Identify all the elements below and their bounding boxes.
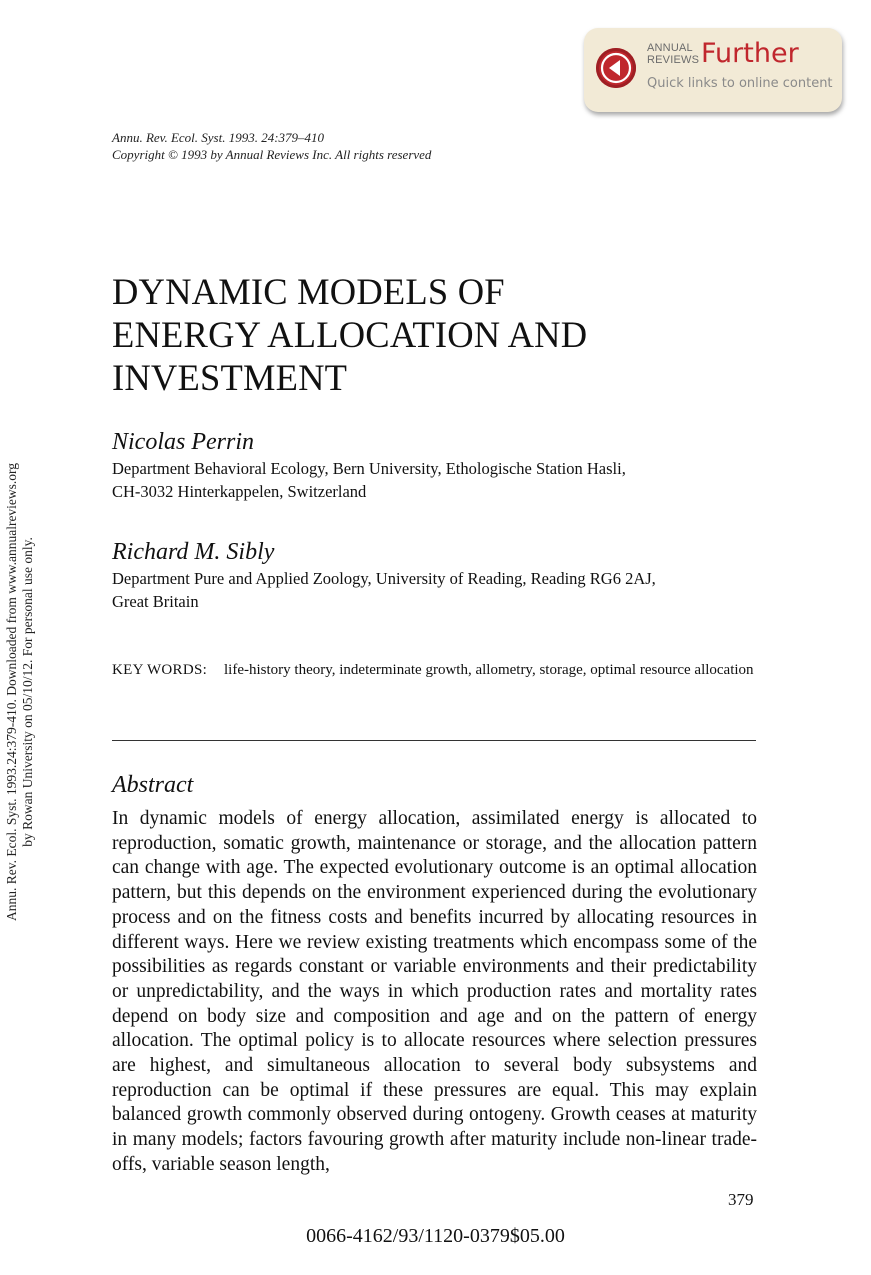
further-badge[interactable] <box>584 28 842 112</box>
badge-reviews-label: REVIEWS <box>647 54 700 66</box>
badge-tagline: Quick links to online content <box>647 76 833 91</box>
keywords-text: life-history theory, indeterminate growth, allometry, storage, optimal resource allocation <box>224 662 754 678</box>
watermark-line-2: by Rowan University on 05/10/12. For personal use only. <box>20 537 35 847</box>
title-line-1: DYNAMIC MODELS OF <box>112 271 505 312</box>
download-watermark <box>4 463 36 921</box>
title-line-2: ENERGY ALLOCATION AND <box>112 314 588 355</box>
author-affiliation-line-2: CH-3032 Hinterkappelen, Switzerland <box>112 482 367 501</box>
author-block <box>112 427 626 503</box>
author-affiliation-line-1: Department Behavioral Ecology, Bern University, Ethologische Station Hasli, <box>112 459 626 478</box>
author-affiliation-line-2: Great Britain <box>112 592 199 611</box>
author-name: Nicolas Perrin <box>112 429 254 455</box>
page-number: 379 <box>728 1190 754 1209</box>
watermark-line-1: Annu. Rev. Ecol. Syst. 1993.24:379-410. Downloaded from www.annualreviews.org <box>4 462 19 921</box>
abstract-text: In dynamic models of energy allocation, assimilated energy is allocated to reproduction, somatic growth, maintenance or storage, and the allocation pattern can change with age. The expected evolutionary outcome is an optimal allocation pattern, but this depends on the environment experienced during the evolutionary process and on the fitness costs and benefits incurred by allocating resources in different ways. Here we review existing treatments which encompass some of the possibilities as regards constant or variable environments and their predictability or unpredictability, and the ways in which production rates and mortality rates depend on body size and composition and age and on the pattern of energy allocation. The optimal policy is to allocate resources where selection pressures are highest, and simultaneous allocation to several body subsystems and reproduction can be optimal if these pressures are equal. This may explain balanced growth commonly observed during ontogeny. Growth ceases at maturity in many models; factors favouring growth after maturity include non-linear trade-offs, variable season length, <box>112 808 757 1175</box>
section-divider <box>112 740 756 741</box>
badge-brand: Further <box>701 38 799 69</box>
keywords-label: KEY WORDS: <box>112 662 208 678</box>
journal-citation: Annu. Rev. Ecol. Syst. 1993. 24:379–410 <box>112 130 325 145</box>
author-name: Richard M. Sibly <box>112 539 275 565</box>
play-back-icon <box>596 48 636 88</box>
abstract-heading: Abstract <box>112 772 194 798</box>
title-line-3: INVESTMENT <box>112 357 348 398</box>
article-title <box>112 270 587 399</box>
badge-annual-label: ANNUAL <box>647 42 693 54</box>
journal-reference <box>112 129 431 163</box>
footer-code: 0066-4162/93/1120-0379$05.00 <box>306 1225 565 1247</box>
journal-copyright: Copyright © 1993 by Annual Reviews Inc. All rights reserved <box>112 147 432 162</box>
author-block <box>112 537 656 613</box>
author-affiliation-line-1: Department Pure and Applied Zoology, University of Reading, Reading RG6 2AJ, <box>112 569 656 588</box>
